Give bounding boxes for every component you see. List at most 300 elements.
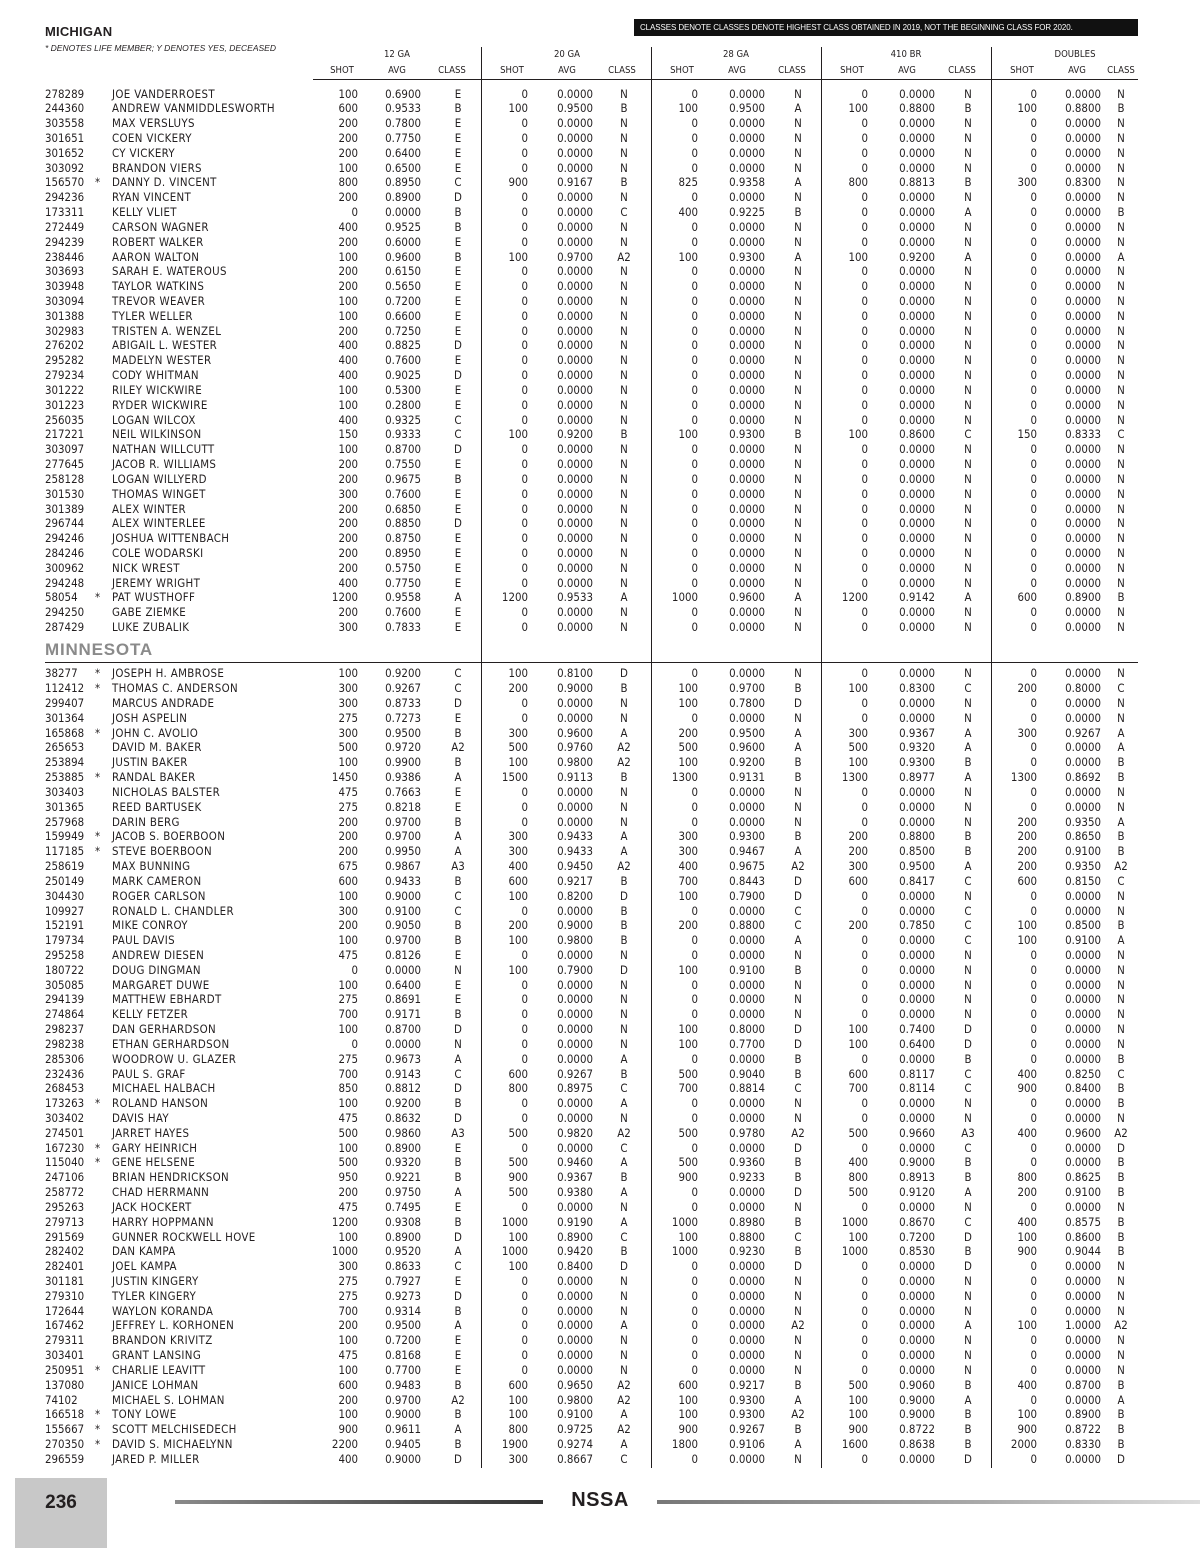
targets-shot: 0	[1030, 501, 1037, 516]
class: E	[454, 1140, 462, 1155]
table-row	[0, 531, 1200, 546]
average: 0.8530	[899, 1244, 935, 1259]
class: N	[964, 1288, 972, 1303]
average: 0.9367	[557, 1170, 593, 1185]
class: N	[794, 442, 802, 457]
average: 0.0000	[1065, 575, 1101, 590]
shooter-name: MARGARET DUWE	[112, 977, 210, 992]
average: 0.0000	[557, 308, 593, 323]
table-row	[0, 740, 1200, 755]
average: 0.8100	[557, 666, 593, 681]
targets-shot: 0	[521, 620, 528, 634]
class: D	[964, 1036, 972, 1051]
average: 0.0000	[557, 353, 593, 368]
shooter-name: AARON WALTON	[112, 249, 200, 264]
shooter-name: MADELYN WESTER	[112, 353, 212, 368]
average: 0.9460	[557, 1155, 593, 1170]
targets-shot: 0	[521, 1022, 528, 1036]
member-id: 294246	[45, 531, 85, 546]
member-id: 301181	[45, 1274, 85, 1288]
targets-shot: 0	[861, 442, 868, 457]
average: 0.8168	[385, 1348, 421, 1363]
class: N	[794, 605, 802, 620]
targets-shot: 475	[338, 1110, 358, 1125]
average: 0.8814	[729, 1081, 765, 1096]
table-row	[0, 161, 1200, 176]
class: N	[964, 1362, 972, 1377]
class: A	[454, 829, 462, 844]
table-row	[0, 279, 1200, 294]
targets-shot: 950	[338, 1170, 358, 1185]
targets-shot: 0	[861, 560, 868, 575]
targets-shot: 300	[678, 844, 698, 859]
average: 0.8638	[899, 1437, 935, 1451]
class: N	[964, 575, 972, 590]
targets-shot: 0	[521, 799, 528, 814]
table-row	[0, 1215, 1200, 1230]
targets-shot: 0	[861, 545, 868, 560]
targets-shot: 200	[1017, 681, 1037, 696]
class: B	[1117, 101, 1125, 116]
class: N	[964, 264, 972, 279]
targets-shot: 0	[861, 160, 868, 175]
targets-shot: 0	[861, 1451, 868, 1466]
average: 0.9267	[385, 681, 421, 696]
member-id: 301652	[45, 145, 85, 160]
targets-shot: 0	[521, 1096, 528, 1111]
targets-shot: 0	[1030, 1096, 1037, 1111]
targets-shot: 300	[508, 1451, 528, 1466]
table-row	[0, 1155, 1200, 1170]
shooter-name: TONY LOWE	[112, 1407, 177, 1422]
table-row	[0, 190, 1200, 205]
targets-shot: 0	[521, 234, 528, 249]
member-id: 302983	[45, 323, 85, 338]
average: 0.9600	[1065, 1125, 1101, 1140]
targets-shot: 0	[521, 696, 528, 710]
targets-shot: 0	[1030, 1155, 1037, 1170]
targets-shot: 0	[521, 1007, 528, 1022]
targets-shot: 800	[848, 1170, 868, 1185]
life-member-mark: *	[95, 666, 101, 681]
targets-shot: 200	[678, 918, 698, 933]
targets-shot: 275	[338, 1274, 358, 1288]
class: B	[620, 1170, 628, 1185]
average: 0.8813	[899, 175, 935, 190]
class: D	[454, 696, 462, 710]
targets-shot: 100	[338, 442, 358, 457]
shooter-name: JOSH ASPELIN	[112, 710, 188, 725]
targets-shot: 0	[861, 620, 868, 634]
class: N	[1117, 1288, 1125, 1303]
average: 0.0000	[729, 1007, 765, 1022]
table-row	[0, 1185, 1200, 1200]
class: D	[794, 1185, 802, 1199]
class: A2	[617, 859, 631, 873]
targets-shot: 0	[521, 814, 528, 829]
class: N	[964, 992, 972, 1007]
average: 0.0000	[557, 323, 593, 338]
targets-shot: 100	[848, 681, 868, 696]
targets-shot: 0	[691, 323, 698, 338]
targets-shot: 0	[1030, 249, 1037, 264]
class: E	[454, 234, 462, 249]
class: N	[620, 531, 628, 546]
average: 0.0000	[557, 696, 593, 710]
average: 0.0000	[557, 145, 593, 160]
targets-shot: 100	[338, 308, 358, 323]
targets-shot: 0	[1030, 442, 1037, 457]
targets-shot: 0	[1030, 560, 1037, 575]
class: N	[794, 977, 802, 992]
average: 0.8900	[1065, 1407, 1101, 1422]
targets-shot: 0	[691, 784, 698, 799]
class: N	[1117, 605, 1125, 620]
average: 0.9367	[899, 725, 935, 740]
targets-shot: 100	[338, 666, 358, 681]
average: 0.0000	[557, 1362, 593, 1377]
average: 0.0000	[557, 575, 593, 590]
class: B	[794, 770, 802, 785]
average: 0.8500	[1065, 918, 1101, 933]
class: N	[620, 190, 628, 205]
targets-shot: 0	[1030, 962, 1037, 977]
targets-shot: 100	[508, 1229, 528, 1244]
average: 0.9600	[385, 249, 421, 264]
average: 0.0000	[557, 1051, 593, 1066]
average: 0.9558	[385, 590, 421, 605]
targets-shot: 300	[338, 903, 358, 918]
class: N	[964, 382, 972, 397]
targets-shot: 200	[338, 457, 358, 471]
targets-shot: 100	[848, 755, 868, 770]
life-member-mark: *	[95, 590, 101, 605]
class: N	[620, 710, 628, 725]
class: B	[794, 1244, 802, 1259]
average: 0.0000	[899, 605, 935, 620]
average: 0.9230	[729, 1244, 765, 1259]
col-header-shot: SHOT	[330, 65, 354, 76]
class: E	[454, 397, 462, 412]
average: 0.0000	[899, 1140, 935, 1155]
average: 0.9820	[557, 1125, 593, 1140]
class: C	[454, 1259, 462, 1274]
targets-shot: 0	[1030, 338, 1037, 353]
targets-shot: 600	[508, 1377, 528, 1392]
average: 0.0000	[557, 264, 593, 279]
targets-shot: 0	[351, 205, 358, 220]
targets-shot: 0	[521, 1051, 528, 1066]
member-id: 303693	[45, 264, 85, 279]
class: N	[620, 1288, 628, 1303]
targets-shot: 150	[1017, 427, 1037, 442]
table-row	[0, 948, 1200, 963]
class: D	[454, 1229, 462, 1244]
targets-shot: 1800	[671, 1437, 698, 1451]
class: E	[454, 501, 462, 516]
average: 0.0000	[899, 696, 935, 710]
targets-shot: 0	[1030, 368, 1037, 383]
class: B	[1117, 770, 1125, 785]
class: E	[454, 992, 462, 1007]
class: E	[454, 977, 462, 992]
average: 0.0000	[899, 531, 935, 546]
class: N	[1117, 516, 1125, 531]
class: N	[620, 947, 628, 962]
targets-shot: 0	[521, 545, 528, 560]
average: 0.0000	[729, 442, 765, 457]
average: 0.8900	[385, 1140, 421, 1155]
table-row	[0, 338, 1200, 353]
class: N	[1117, 1036, 1125, 1051]
average: 0.8850	[385, 516, 421, 531]
targets-shot: 0	[1030, 1140, 1037, 1155]
class: D	[454, 338, 462, 353]
average: 0.9000	[899, 1392, 935, 1407]
average: 0.8632	[385, 1110, 421, 1125]
average: 0.7600	[385, 486, 421, 501]
table-row	[0, 235, 1200, 250]
targets-shot: 0	[521, 1274, 528, 1288]
targets-shot: 100	[678, 888, 698, 903]
average: 0.0000	[899, 947, 935, 962]
average: 0.9700	[385, 829, 421, 844]
member-id: 287429	[45, 620, 85, 634]
targets-shot: 0	[861, 516, 868, 531]
shooter-name: MICHAEL HALBACH	[112, 1081, 216, 1096]
targets-shot: 0	[691, 1051, 698, 1066]
class: A2	[451, 1392, 465, 1407]
targets-shot: 0	[691, 190, 698, 205]
average: 0.8900	[385, 190, 421, 205]
class: B	[794, 205, 802, 220]
targets-shot: 0	[691, 442, 698, 457]
targets-shot: 1200	[501, 590, 528, 605]
member-id: 166518	[45, 1407, 85, 1422]
class: E	[454, 457, 462, 471]
class: A2	[451, 740, 465, 755]
average: 0.0000	[729, 1451, 765, 1466]
class: N	[1117, 175, 1125, 190]
member-id: 294250	[45, 605, 85, 620]
targets-shot: 0	[351, 1036, 358, 1051]
member-id: 305085	[45, 977, 85, 992]
member-id: 298237	[45, 1022, 85, 1036]
class: N	[964, 219, 972, 234]
average: 0.0000	[899, 1288, 935, 1303]
targets-shot: 0	[691, 545, 698, 560]
class: A	[454, 770, 462, 785]
member-id: 115040	[45, 1155, 85, 1170]
targets-shot: 0	[691, 116, 698, 131]
targets-shot: 0	[521, 1362, 528, 1377]
targets-shot: 900	[508, 1170, 528, 1185]
class: A	[620, 1437, 628, 1451]
average: 0.9350	[1065, 814, 1101, 829]
class: N	[964, 397, 972, 412]
table-row	[0, 785, 1200, 800]
class: N	[620, 471, 628, 486]
average: 0.0000	[899, 368, 935, 383]
targets-shot: 275	[338, 992, 358, 1007]
shooter-name: JOSHUA WITTENBACH	[112, 531, 230, 546]
average: 0.0000	[1065, 86, 1101, 101]
average: 0.0000	[557, 545, 593, 560]
targets-shot: 300	[338, 681, 358, 696]
table-row	[0, 696, 1200, 711]
class: B	[454, 933, 462, 948]
average: 0.0000	[729, 1288, 765, 1303]
targets-shot: 0	[691, 457, 698, 471]
targets-shot: 0	[861, 903, 868, 918]
member-id: 282401	[45, 1259, 85, 1274]
average: 0.9358	[729, 175, 765, 190]
class: N	[1117, 279, 1125, 294]
average: 0.6900	[385, 86, 421, 101]
targets-shot: 0	[1030, 294, 1037, 308]
class: E	[454, 784, 462, 799]
average: 0.9200	[385, 1096, 421, 1111]
targets-shot: 0	[1030, 1288, 1037, 1303]
table-row	[0, 1081, 1200, 1096]
class: N	[794, 412, 802, 427]
targets-shot: 100	[508, 1392, 528, 1407]
table-row	[0, 368, 1200, 383]
average: 0.0000	[1065, 1140, 1101, 1155]
targets-shot: 0	[521, 1199, 528, 1214]
targets-shot: 1000	[501, 1214, 528, 1229]
targets-shot: 0	[521, 279, 528, 294]
targets-shot: 0	[691, 560, 698, 575]
targets-shot: 0	[861, 486, 868, 501]
class: A2	[791, 1318, 805, 1333]
average: 0.8670	[899, 1214, 935, 1229]
member-id: 279311	[45, 1333, 85, 1348]
class: N	[794, 308, 802, 323]
class: A	[964, 1185, 972, 1199]
class: N	[964, 605, 972, 620]
class: N	[794, 620, 802, 634]
targets-shot: 100	[508, 1407, 528, 1422]
average: 0.0000	[729, 116, 765, 131]
class: B	[964, 101, 972, 116]
class: N	[964, 145, 972, 160]
class: A	[620, 844, 628, 859]
table-row	[0, 1126, 1200, 1141]
average: 0.0000	[729, 1362, 765, 1377]
targets-shot: 0	[1030, 799, 1037, 814]
targets-shot: 100	[338, 249, 358, 264]
average: 0.0000	[1065, 486, 1101, 501]
class: N	[794, 264, 802, 279]
targets-shot: 0	[691, 947, 698, 962]
class: B	[794, 1066, 802, 1081]
average: 0.9143	[385, 1066, 421, 1081]
class: B	[794, 1170, 802, 1185]
average: 0.9750	[385, 1185, 421, 1199]
class: N	[964, 666, 972, 681]
targets-shot: 0	[691, 353, 698, 368]
class: N	[620, 442, 628, 457]
average: 0.9040	[729, 1066, 765, 1081]
average: 0.9100	[557, 1407, 593, 1422]
class: B	[964, 1377, 972, 1392]
average: 0.0000	[1065, 279, 1101, 294]
class: A	[1117, 249, 1125, 264]
table-row	[0, 978, 1200, 993]
average: 0.0000	[1065, 160, 1101, 175]
average: 0.0000	[729, 219, 765, 234]
class: N	[620, 696, 628, 710]
shooter-name: JACOB S. BOERBOON	[112, 829, 226, 844]
average: 0.0000	[729, 575, 765, 590]
class: A	[620, 1096, 628, 1111]
average: 0.0000	[899, 1451, 935, 1466]
average: 0.9300	[729, 1407, 765, 1422]
average: 0.9760	[557, 740, 593, 755]
targets-shot: 600	[678, 1377, 698, 1392]
member-id: 173311	[45, 205, 85, 220]
table-row	[0, 250, 1200, 265]
class: N	[620, 1036, 628, 1051]
targets-shot: 0	[691, 294, 698, 308]
targets-shot: 0	[691, 575, 698, 590]
average: 0.0000	[899, 1259, 935, 1274]
table-row	[0, 442, 1200, 457]
targets-shot: 0	[691, 1140, 698, 1155]
class: N	[620, 1007, 628, 1022]
class: C	[964, 427, 972, 442]
average: 0.0000	[899, 1362, 935, 1377]
targets-shot: 0	[1030, 888, 1037, 903]
class: E	[454, 531, 462, 546]
class: A	[620, 1214, 628, 1229]
average: 0.6400	[899, 1036, 935, 1051]
col-header-avg: AVG	[898, 65, 916, 76]
targets-shot: 400	[338, 368, 358, 383]
life-member-mark: *	[95, 770, 101, 785]
targets-shot: 0	[1030, 205, 1037, 220]
member-id: 258128	[45, 471, 85, 486]
targets-shot: 0	[521, 1333, 528, 1348]
average: 0.0000	[557, 560, 593, 575]
targets-shot: 200	[508, 918, 528, 933]
average: 0.7600	[385, 605, 421, 620]
class: A	[454, 1051, 462, 1066]
member-id: 38277	[45, 666, 78, 681]
class: B	[794, 1155, 802, 1170]
average: 0.0000	[729, 1051, 765, 1066]
targets-shot: 0	[1030, 666, 1037, 681]
average: 0.0000	[729, 947, 765, 962]
member-id: 112412	[45, 681, 85, 696]
class: D	[964, 1229, 972, 1244]
class: N	[620, 412, 628, 427]
class: C	[454, 1066, 462, 1081]
targets-shot: 100	[848, 1392, 868, 1407]
class: N	[794, 190, 802, 205]
class: D	[454, 1022, 462, 1036]
table-row	[0, 1422, 1200, 1437]
average: 0.9113	[557, 770, 593, 785]
member-id: 294236	[45, 190, 85, 205]
class: N	[794, 501, 802, 516]
targets-shot: 0	[691, 799, 698, 814]
class: N	[964, 620, 972, 634]
average: 0.0000	[899, 308, 935, 323]
col-header-avg: AVG	[1068, 65, 1086, 76]
table-row	[0, 383, 1200, 398]
